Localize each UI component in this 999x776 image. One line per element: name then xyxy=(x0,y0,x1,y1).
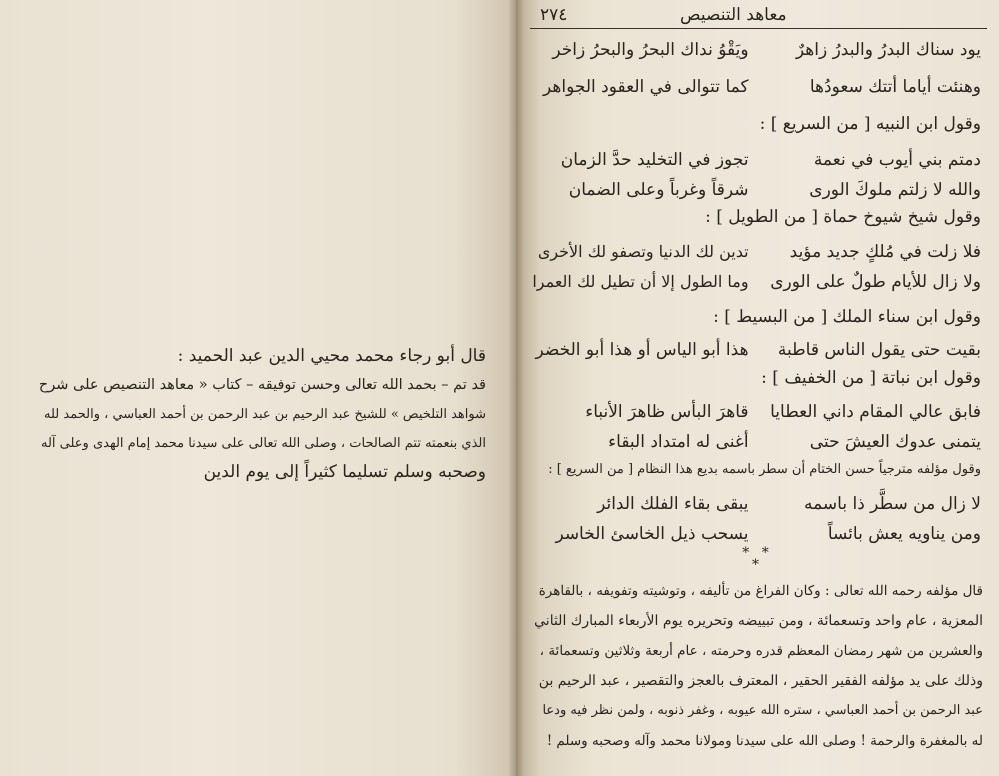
second-hemistich: تدين لك الدنيا وتصفو لك الأخرى xyxy=(537,242,749,261)
second-hemistich: كما تتوالى في العقود الجواهر xyxy=(543,77,749,97)
section-ornament: * * * xyxy=(742,545,773,573)
verse-line xyxy=(534,40,981,72)
verse-intro: وقول ابن نباتة [ من الخفيف ] : xyxy=(761,368,981,388)
prose-line: المعزية ، عام واحد وتسعمائة ، ومن تبييضه وتحريره يوم الأربعاء المبارك الثاني xyxy=(534,613,983,629)
colophon-line: وصحبه وسلم تسليما كثيراً إلى يوم الدين xyxy=(203,462,486,482)
second-hemistich: وما الطول إلا أن تطيل لك العمرا xyxy=(532,272,749,291)
colophon-line: شواهد التلخيص » للشيخ عبد الرحيم بن عبد الرحمن بن أحمد العباسي ، والحمد لله xyxy=(44,407,486,422)
first-hemistich: بقيت حتى يقول الناس قاطبة xyxy=(777,340,981,360)
page-number: ٢٧٤ xyxy=(540,5,568,25)
verse-line xyxy=(534,432,981,464)
first-hemistich: فلا زلت في مُلكٍ جديد مؤيد xyxy=(789,242,981,262)
verse-line xyxy=(534,242,981,274)
second-hemistich: يبقى بقاء الفلك الدائر xyxy=(597,494,749,514)
second-hemistich: هذا أبو الياس أو هذا أبو الخضر xyxy=(535,340,749,360)
first-hemistich: يود سناك البدرُ والبدرُ زاهرٌ xyxy=(795,40,981,60)
colophon-note xyxy=(36,342,486,487)
first-hemistich: وهنئت أياما أتتك سعودُها xyxy=(809,77,981,97)
prose-line: وذلك على يد مؤلفه الفقير الحقير ، المعترف بالعجز والتقصير ، عبد الرحيم بن xyxy=(538,673,983,689)
verse-line xyxy=(534,494,981,526)
second-hemistich: يسحب ذيل الخاسئ الخاسر xyxy=(555,524,749,544)
prose-line: والعشرين من شهر رمضان المعظم قدره وحرمته ، عام أربعة وثلاثين وتسعمائة ، xyxy=(539,643,983,659)
second-hemistich: قاهرَ البأس ظاهرَ الأنباء xyxy=(585,402,749,422)
verse-intro: وقول ابن سناء الملك [ من البسيط ] : xyxy=(713,307,981,327)
second-hemistich: تجوز في التخليد حدَّ الزمان xyxy=(560,150,749,170)
colophon-line: قد تم – بحمد الله تعالى وحسن توفيقه – كتاب « معاهد التنصيص على شرح xyxy=(38,377,486,393)
prose-line: له بالمغفرة والرحمة ! وصلى الله على سيدنا ومولانا محمد وآله وصحبه وسلم ! xyxy=(546,733,983,749)
prose-line: عبد الرحمن بن أحمد العباسي ، ستره الله عيوبه ، وغفر ذنوبه ، ولمن نظر فيه ودعا xyxy=(542,703,983,718)
verse-line xyxy=(534,402,981,434)
second-hemistich: أغنى له امتداد البقاء xyxy=(608,432,749,452)
book-gutter xyxy=(508,0,524,776)
verse-intro: وقول مؤلفه مترجياً حسن الختام أن سطر باسمه بديع هذا النظام [ من السريع ] : xyxy=(548,462,981,477)
right-page xyxy=(516,0,999,776)
prose-line: قال مؤلفه رحمه الله تعالى : وكان الفراغ من تأليفه ، وتوشيته وتفويفه ، بالقاهرة xyxy=(538,583,983,599)
verse-line xyxy=(534,272,981,304)
second-hemistich: ويَقْوُ نداك البحرُ والبحرُ زاخر xyxy=(552,40,749,60)
first-hemistich: ولا زال للأيام طولٌ على الورى xyxy=(770,272,981,292)
running-title: معاهد التنصيص xyxy=(680,5,787,25)
first-hemistich: لا زال من سطَّر ذا باسمه xyxy=(803,494,981,514)
verse-intro: وقول شيخ شيوخ حماة [ من الطويل ] : xyxy=(705,207,981,227)
running-header xyxy=(530,4,987,29)
first-hemistich: والله لا زلتم ملوكَ الورى xyxy=(809,180,981,200)
first-hemistich: يتمنى عدوك العيشَ حتى xyxy=(809,432,981,452)
colophon-line: الذي بنعمته تتم الصالحات ، وصلى الله تعالى على سيدنا محمد إمام الهدى وعلى آله xyxy=(40,436,486,451)
first-hemistich: ومن يناويه يعش بائساً xyxy=(827,524,981,544)
first-hemistich: فابق عالي المقام داني العطايا xyxy=(770,402,981,422)
second-hemistich: شرقاً وغرباً وعلى الضمان xyxy=(568,180,749,200)
verse-intro: وقول ابن النبيه [ من السريع ] : xyxy=(759,114,981,134)
verse-line xyxy=(534,150,981,182)
first-hemistich: دمتم بني أيوب في نعمة xyxy=(813,150,981,170)
verse-line xyxy=(534,77,981,109)
colophon-line: قال أبو رجاء محمد محيي الدين عبد الحميد : xyxy=(177,346,486,366)
